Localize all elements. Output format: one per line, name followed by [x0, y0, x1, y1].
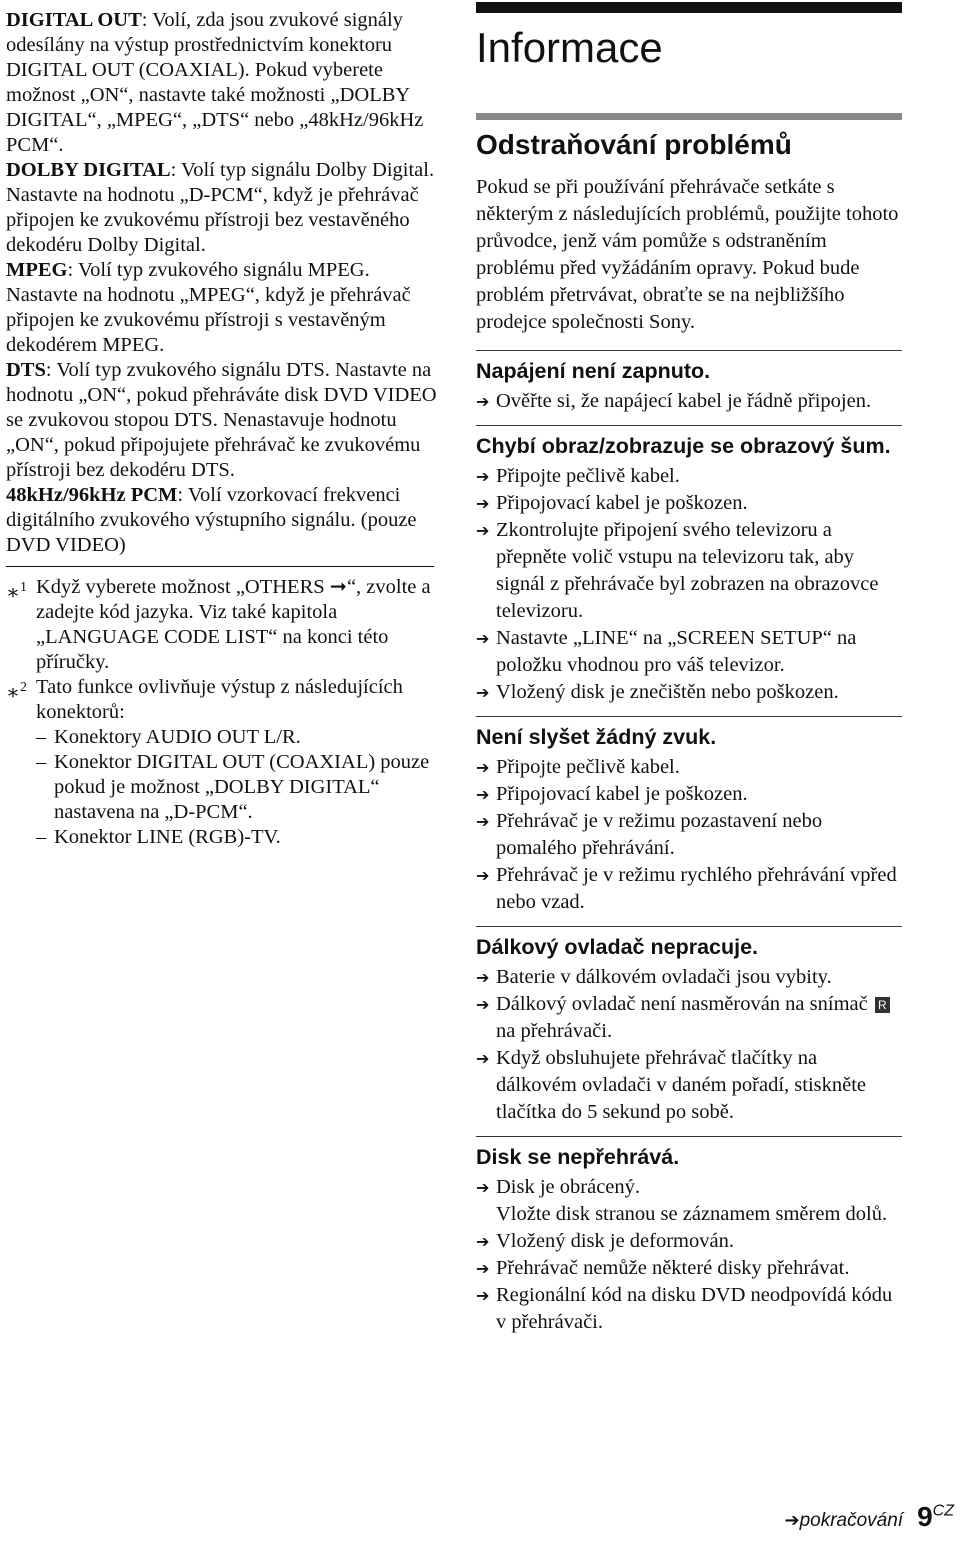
solution-item: [476, 862, 902, 916]
right-column: [476, 0, 902, 1346]
definition: : Volí typ signálu Dolby Digital. Nastavte na hodnotu „D-PCM“, když je přehrávač připojen ke zvukovému přístroji bez vestavěného dekodéru Dolby Digital.: [6, 159, 435, 256]
solution-text: Baterie v dálkovém ovladači jsou vybity.: [496, 966, 832, 988]
dash-list-item: [36, 725, 438, 750]
left-column: [6, 8, 438, 850]
dash-item-text: Konektor LINE (RGB)-TV.: [54, 826, 281, 848]
dash-item-text: Konektor DIGITAL OUT (COAXIAL) pouze pokud je možnost „DOLBY DIGITAL“ nastavena na „D-PCM“.: [54, 751, 430, 823]
paragraph-dts: [6, 358, 438, 483]
dash-icon: –: [36, 726, 47, 748]
solution-item: [476, 808, 902, 862]
dash-icon: –: [36, 751, 47, 773]
solution-item: [476, 781, 902, 808]
problem-title: Disk se nepřehrává.: [476, 1145, 680, 1169]
problem-sound: [476, 723, 902, 926]
asterisk: ∗: [6, 581, 20, 604]
solution-text: Regionální kód na disku DVD neodpovídá kódu v přehrávači.: [496, 1284, 893, 1333]
solution-text: Připojte pečlivě kabel.: [496, 465, 680, 487]
problem-title: Napájení není zapnuto.: [476, 359, 711, 383]
solution-item: [476, 991, 902, 1045]
solution-text: Nastavte „LINE“ na „SCREEN SETUP“ na položku vhodnou pro váš televizor.: [496, 627, 857, 676]
right-arrow-icon: ➔: [476, 467, 490, 486]
right-arrow-icon: ➔: [476, 1049, 490, 1068]
footnote-number: 2: [19, 680, 27, 695]
solution-item: [476, 1228, 902, 1255]
continue-arrow-icon: ➔: [784, 1510, 800, 1531]
footnote-text: Tato funkce ovlivňuje výstup z následujících konektorů:: [36, 676, 403, 723]
divider: [476, 425, 902, 426]
divider: [6, 566, 434, 567]
definition: : Volí, zda jsou zvukové signály odesílány na výstup prostřednictvím konektoru DIGITAL OUT (COAXIAL). Pokud vyberete možnost „ON“, nastavte také možnosti „DOLBY DIGITAL“, „MPEG“, „DTS“ nebo „48kHz/96kHz PCM“.: [6, 9, 424, 156]
solution-item: [476, 1282, 902, 1336]
solution-item: [476, 517, 902, 625]
paragraph-digital-out: [6, 8, 438, 158]
problem-remote: [476, 933, 902, 1136]
footnote-mark: [6, 575, 27, 606]
solution-text: Připojte pečlivě kabel.: [496, 756, 680, 778]
solution-continuation: Vložte disk stranou se záznamem směrem dolů.: [496, 1203, 888, 1225]
right-arrow-icon: ➔: [476, 392, 490, 411]
solution-text: Když obsluhujete přehrávač tlačítky na dálkovém ovladači v daném pořadí, stiskněte tlačítka do 5 sekund po sobě.: [496, 1047, 867, 1123]
page-title: Informace: [476, 24, 663, 71]
right-arrow-icon: ➔: [476, 1259, 490, 1278]
footnote-2: [6, 675, 438, 850]
solution-text: Připojovací kabel je poškozen.: [496, 783, 748, 805]
section-title: Odstraňování problémů: [476, 129, 792, 160]
definition: : Volí typ zvukového signálu MPEG. Nastavte na hodnotu „MPEG“, když je přehrávač připojen ke zvukovému přístroji s vestavěným dekodérem MPEG.: [6, 259, 411, 356]
right-arrow-icon: ➔: [476, 1232, 490, 1251]
paragraph-pcm: [6, 483, 438, 558]
solution-text: Přehrávač nemůže některé disky přehrávat.: [496, 1257, 850, 1279]
solution-text: Přehrávač je v režimu rychlého přehrávání vpřed nebo vzad.: [496, 864, 897, 913]
page-number-value: 9: [917, 1501, 933, 1532]
term: DIGITAL OUT: [6, 9, 142, 31]
footnote-number: 1: [19, 580, 27, 595]
solution-text: Připojovací kabel je poškozen.: [496, 492, 748, 514]
problem-title: Dálkový ovladač nepracuje.: [476, 935, 759, 959]
solution-text: Přehrávač je v režimu pozastavení nebo pomalého přehrávání.: [496, 810, 823, 859]
solution-item: [476, 463, 902, 490]
page-footer: [784, 1501, 954, 1533]
right-arrow-icon: ➔: [476, 968, 490, 987]
dash-icon: –: [36, 826, 47, 848]
problem-picture: [476, 432, 902, 716]
problem-disc: [476, 1143, 902, 1346]
right-arrow-icon: ➔: [476, 866, 490, 885]
remote-sensor-icon: R: [875, 997, 890, 1013]
right-arrow-icon: ➔: [476, 758, 490, 777]
right-arrow-icon: ➔: [476, 494, 490, 513]
divider: [476, 716, 902, 717]
page-number: [917, 1501, 954, 1533]
problem-power: [476, 357, 902, 425]
definition: : Volí typ zvukového signálu DTS. Nastavte na hodnotu „ON“, pokud přehráváte disk DVD VIDEO se zvukovou stopou DTS. Nenastavuje hodnotu „ON“, pokud připojujete přehrávač ke zvukovému přístroji bez dekodéru DTS.: [6, 359, 437, 481]
solution-item: [476, 1255, 902, 1282]
paragraph-dolby-digital: [6, 158, 438, 258]
term: 48kHz/96kHz PCM: [6, 484, 178, 506]
solution-item: [476, 490, 902, 517]
title-bar: [476, 2, 902, 13]
solution-item: [476, 388, 902, 415]
right-arrow-icon: ➔: [476, 995, 490, 1014]
right-arrow-icon: ➔: [476, 1178, 490, 1197]
paragraph-mpeg: [6, 258, 438, 358]
solution-text: Ověřte si, že napájecí kabel je řádně připojen.: [496, 390, 872, 412]
asterisk: ∗: [6, 681, 20, 704]
right-arrow-icon: ➔: [476, 629, 490, 648]
right-arrow-icon: ➔: [476, 812, 490, 831]
solution-item: [476, 1045, 902, 1126]
solution-item: [476, 754, 902, 781]
divider: [476, 350, 902, 351]
term: MPEG: [6, 259, 68, 281]
right-arrow-icon: ➔: [476, 521, 490, 540]
divider: [476, 926, 902, 927]
problem-title: Chybí obraz/zobrazuje se obrazový šum.: [476, 434, 891, 458]
right-arrow-icon: ➔: [476, 1286, 490, 1305]
solution-item: [476, 679, 902, 706]
solution-text: Vložený disk je deformován.: [496, 1230, 734, 1252]
solution-text: Zkontrolujte připojení svého televizoru a přepněte volič vstupu na televizoru tak, aby signál z přehrávače byl zobrazen na obrazovce televizoru.: [496, 519, 879, 622]
term: DTS: [6, 359, 46, 381]
footnote-mark: [6, 675, 27, 706]
continued-text: pokračování: [799, 1510, 904, 1531]
right-arrow-icon: ➔: [476, 785, 490, 804]
intro-paragraph: Pokud se při používání přehrávače setkáte s některým z následujících problémů, použijte tohoto průvodce, jenž vám pomůže s odstraněním problému před vyžádáním opravy. Pokud bude problém přetrvávat, obraťte se na nejbližšího prodejce společnosti Sony.: [476, 176, 899, 333]
solution-text: Dálkový ovladač není nasměrován na snímač: [496, 993, 868, 1015]
dash-list-item: [36, 750, 438, 825]
page-suffix: CZ: [932, 1502, 954, 1520]
footnote-text: Když vyberete možnost „OTHERS ➞“, zvolte a zadejte kód jazyka. Viz také kapitola „LANGUAGE CODE LIST“ na konci této příručky.: [36, 576, 431, 673]
solution-text: na přehrávači.: [496, 1020, 613, 1042]
dash-list-item: [36, 825, 438, 850]
definition: : Volí vzorkovací frekvenci digitálního zvukového výstupního signálu. (pouze DVD VIDEO): [6, 484, 417, 556]
section-bar: [476, 113, 902, 120]
solution-item: [476, 1174, 902, 1228]
footnote-1: [6, 575, 438, 675]
continued-label: [784, 1510, 903, 1532]
solution-item: [476, 964, 902, 991]
divider: [476, 1136, 902, 1137]
right-arrow-icon: ➔: [476, 683, 490, 702]
term: DOLBY DIGITAL: [6, 159, 171, 181]
problem-title: Není slyšet žádný zvuk.: [476, 725, 717, 749]
solution-item: [476, 625, 902, 679]
solution-text: Vložený disk je znečištěn nebo poškozen.: [496, 681, 839, 703]
dash-item-text: Konektory AUDIO OUT L/R.: [54, 726, 301, 748]
solution-text: Disk je obrácený.: [496, 1176, 641, 1198]
